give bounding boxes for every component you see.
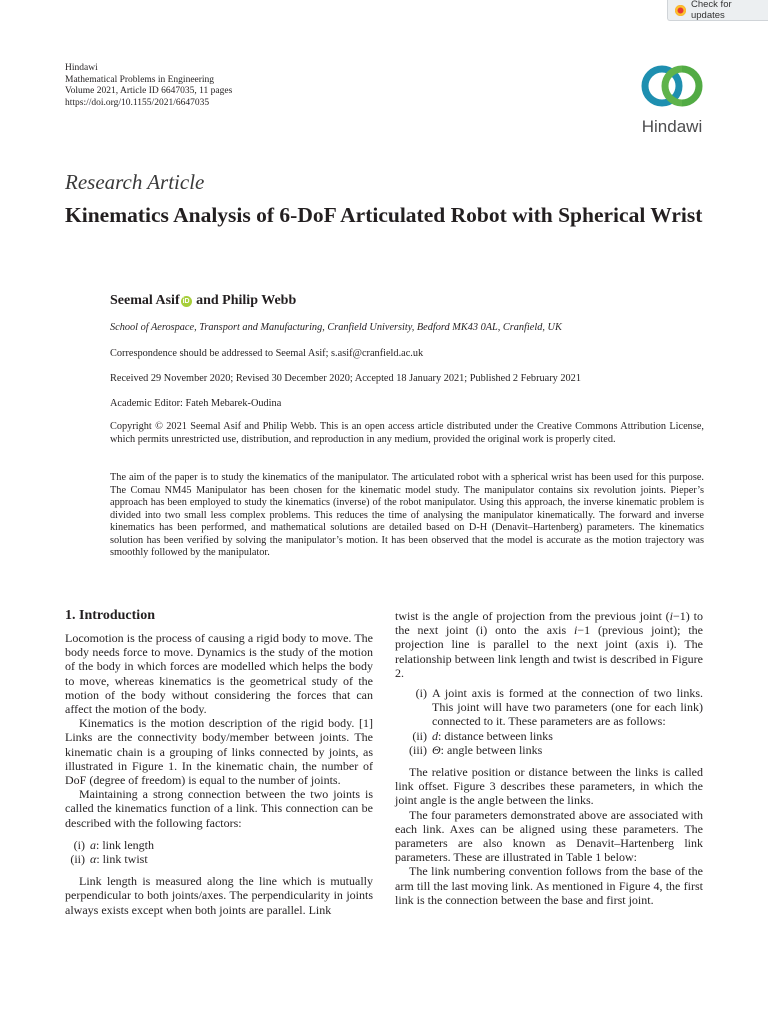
- copyright-notice: Copyright © 2021 Seemal Asif and Philip Webb. This is an open access article distributed under the Creative Commons Attribution License, which permits unrestricted use, distribution, and reproduction in any medium, provided the original work is properly cited.: [110, 421, 704, 445]
- paragraph: The relative position or distance between the links is called link offset. Figure 3 describes these parameters, in which the joint angle is the angle between the links.: [395, 765, 703, 808]
- list-item: [65, 838, 373, 852]
- journal-volume: Volume 2021, Article ID 6647035, 11 pages: [65, 86, 233, 97]
- journal-info: [65, 63, 232, 109]
- author-name[interactable]: Seemal Asif: [110, 293, 180, 308]
- author-name[interactable]: and Philip Webb: [196, 293, 297, 308]
- list-text: : link length: [96, 837, 154, 852]
- left-column: [65, 631, 373, 917]
- publisher-name: Hindawi: [65, 63, 98, 73]
- check-for-updates-label: Check for updates: [690, 0, 732, 21]
- paragraph: Maintaining a strong connection between the two joints is called the kinematics function of a link. This connection can be described with the following factors:: [65, 787, 373, 830]
- paragraph: twist is the angle of projection from the previous joint (i−1) to the next joint (i) onto the axis i−1 (previous joint); the projection line is parallel to the next joint (axis i). The relationship between link length and twist is described in Figure 2.: [395, 609, 703, 680]
- affiliation: School of Aerospace, Transport and Manufacturing, Cranfield University, Bedford MK43 0AL, Cranfield, UK: [110, 322, 562, 333]
- check-for-updates-button[interactable]: [667, 0, 768, 21]
- hindawi-logo-icon: [636, 60, 708, 110]
- list-number: (i): [415, 686, 427, 701]
- symbol: Θ: [432, 742, 441, 757]
- symbol: a: [90, 837, 96, 852]
- list-text: : link twist: [96, 852, 148, 867]
- list-number: (ii): [70, 852, 85, 867]
- list-item: [65, 852, 373, 866]
- orcid-icon[interactable]: iD: [182, 298, 190, 305]
- paragraph: The link numbering convention follows from the base of the arm till the last moving link. As mentioned in Figure 4, the first link is the connection between the base and first joint.: [395, 864, 703, 907]
- authors: [110, 293, 296, 309]
- hindawi-logo: [636, 60, 708, 137]
- list-item: [395, 729, 703, 743]
- list-number: (iii): [409, 742, 427, 757]
- list-number: (i): [73, 837, 85, 852]
- paragraph: Locomotion is the process of causing a rigid body to move. The body needs force to move. Dynamics is the study of the motion of the body in which forces are modelled which helps the body to move, whereas kinematics is the geometrical study of the motion of the body without considering the forces that can affect the motion of the body.: [65, 631, 373, 717]
- publication-dates: Received 29 November 2020; Revised 30 December 2020; Accepted 18 January 2021; Published 2 February 2021: [110, 373, 581, 384]
- symbol: d: [432, 728, 438, 743]
- list-text: : angle between links: [440, 742, 543, 757]
- symbol: α: [90, 852, 97, 867]
- list-text: A joint axis is formed at the connection of two links. This joint will have two parameters (one for each link) connected to it. These parameters are as follows:: [432, 686, 703, 729]
- doi-link[interactable]: https://doi.org/10.1155/2021/6647035: [65, 97, 210, 108]
- paragraph: Kinematics is the motion description of the rigid body. [1] Links are the connectivity body/member between joints. The kinematic chain is a grouping of links connected by joints, as illustrated in Figure 1. In the kinematic chain, the number of DoF (degree of freedom) is equal to the number of joints.: [65, 716, 373, 788]
- abstract: The aim of the paper is to study the kinematics of the manipulator. The articulated robot with a spherical wrist has been used for this purpose. The Comau NM45 Manipulator has been chosen for the kinematic model study. The manipulator contains six revolution joints. Pieper’s approach has been employed to study the kinematics (inverse) of the robot manipulator. Using this approach, the inverse kinematic problem is divided into two small less complex problems. This reduces the time of analysing the manipulator kinematically. The forward and inverse kinematics has been performed, and mathematical solutions are detailed based on D-H (Denavit–Hartenberg) parameters. The kinematics solution has been verified by solving the manipulator’s motion. It has been observed that the model is accurate as the motion trajectory was smoothly followed by the manipulator.: [110, 472, 704, 558]
- paragraph: The four parameters demonstrated above are associated with each link. Axes can be aligned using these parameters. The parameters are also known as Denavit–Hartenberg link parameters. These are illustrated in Table 1 below:: [395, 807, 703, 865]
- hindawi-logo-text: Hindawi: [641, 117, 703, 136]
- correspondence: Correspondence should be addressed to Seemal Asif; s.asif@cranfield.ac.uk: [110, 348, 424, 359]
- section-heading: 1. Introduction: [65, 608, 155, 623]
- list-number: (ii): [412, 728, 427, 743]
- paragraph: Link length is measured along the line which is mutually perpendicular to both joints/axes. The perpendicularity in joints always exists except when both joints are parallel. Link: [65, 874, 373, 917]
- update-icon: [675, 5, 686, 16]
- right-column: [395, 609, 703, 907]
- article-type: Research Article: [65, 170, 205, 194]
- list-item: [395, 686, 703, 729]
- article-title: Kinematics Analysis of 6-DoF Articulated Robot with Spherical Wrist: [65, 203, 703, 227]
- list-item: [395, 743, 703, 757]
- academic-editor: Academic Editor: Fateh Mebarek-Oudina: [110, 398, 282, 409]
- journal-name: Mathematical Problems in Engineering: [65, 74, 215, 85]
- list-text: : distance between links: [438, 728, 553, 743]
